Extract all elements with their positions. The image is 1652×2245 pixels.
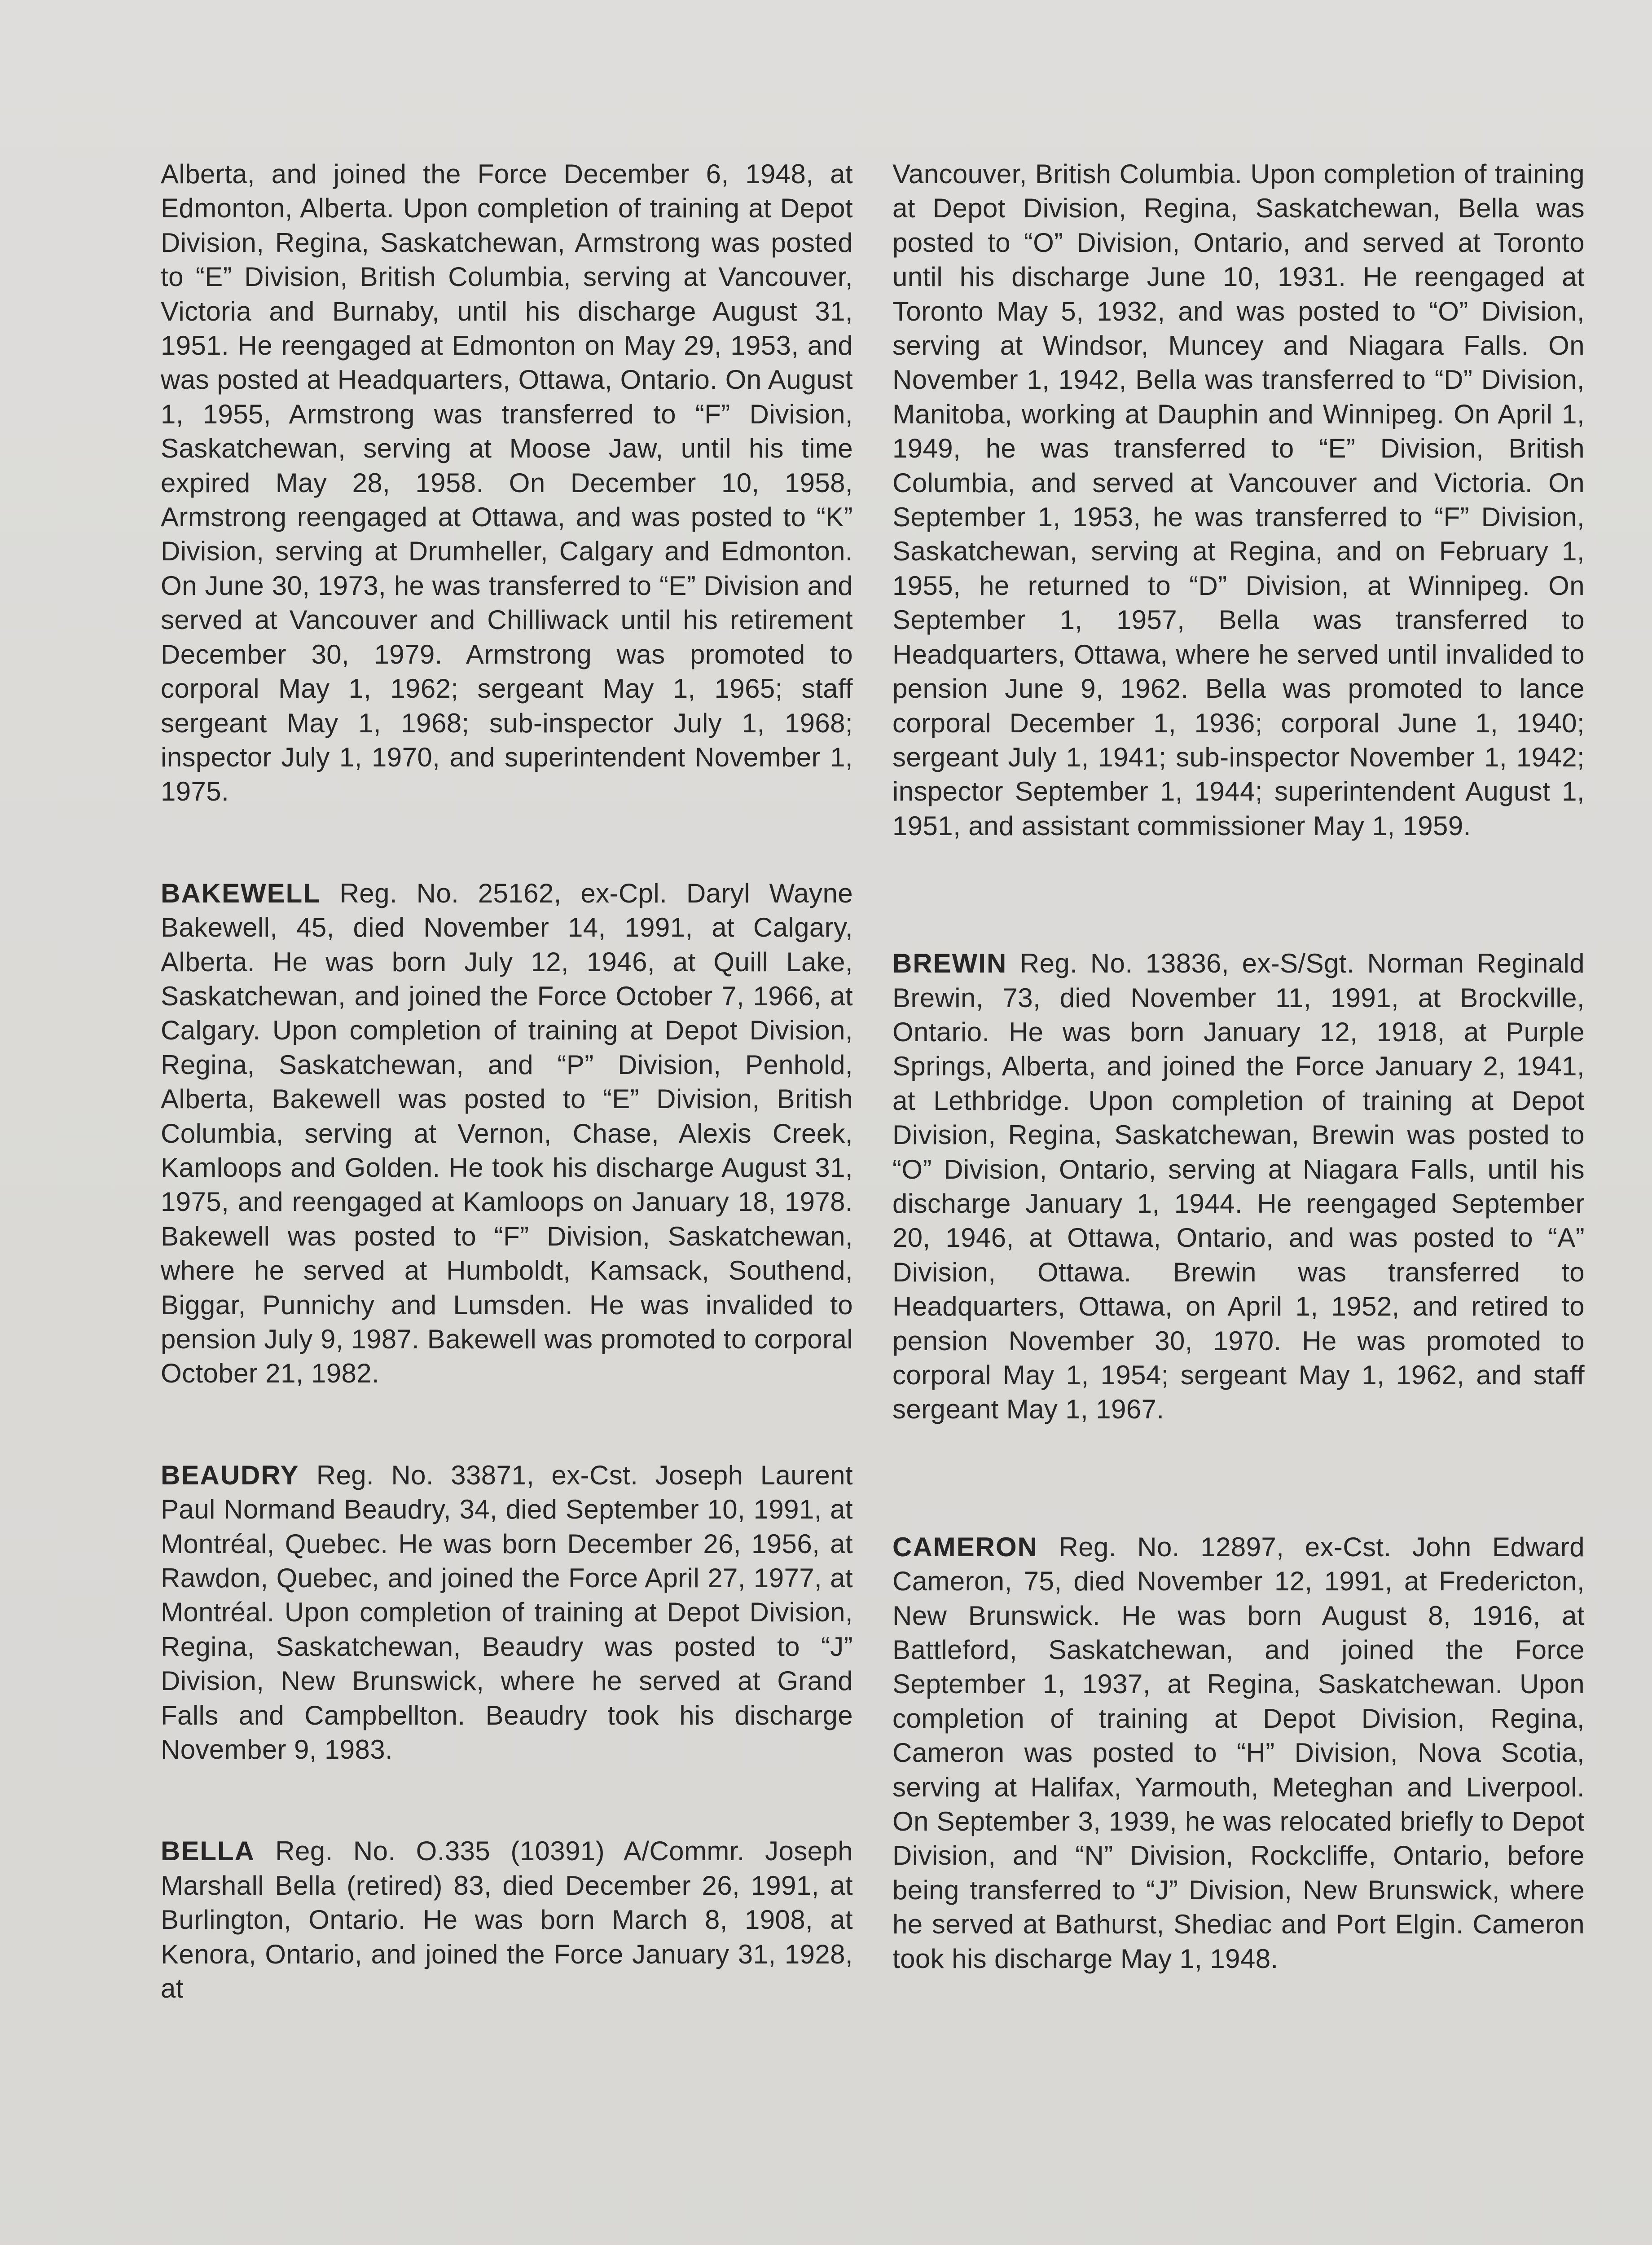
left-column xyxy=(161,157,853,2006)
obituary-text: Reg. No. 33871, ex-Cst. Joseph Laurent Paul Normand Beaudry, 34, died September 10, 1991, at Montréal, Quebec. He was born December 26, 1956, at Rawdon, Quebec, and joined the Force April 27, 1977, at Montréal. Upon completion of training at Depot Division, Regina, Saskatchewan, Beaudry was posted to “J” Division, New Brunswick, where he served at Grand Falls and Campbellton. Beaudry took his discharge November 9, 1983. xyxy=(161,1460,853,1765)
obituary-surname: BELLA xyxy=(161,1836,255,1866)
obituary-surname: BAKEWELL xyxy=(161,878,321,908)
obituary-entry-bakewell xyxy=(161,876,853,1391)
obituary-surname: CAMERON xyxy=(892,1532,1038,1562)
obituary-continuation-armstrong xyxy=(161,157,853,809)
obituary-entry-beaudry xyxy=(161,1458,853,1767)
continuation-text: Alberta, and joined the Force December 6, 1948, at Edmonton, Alberta. Upon completion of training at Depot Division, Regina, Saskatchewan, Armstrong was posted to “E” Division, British Columbia, serving at Vancouver, Victoria and Burnaby, until his discharge August 31, 1951. He reengaged at Edmonton on May 29, 1953, and was posted at Headquarters, Ottawa, Ontario. On August 1, 1955, Armstrong was transferred to “F” Division, Saskatchewan, serving at Moose Jaw, until his time expired May 28, 1958. On December 10, 1958, Armstrong reengaged at Ottawa, and was posted to “K” Division, serving at Drumheller, Calgary and Edmonton. On June 30, 1973, he was transferred to “E” Division and served at Vancouver and Chilliwack until his retirement December 30, 1979. Armstrong was promoted to corporal May 1, 1962; sergeant May 1, 1965; staff sergeant May 1, 1968; sub-inspector July 1, 1968; inspector July 1, 1970, and superintendent November 1, 1975. xyxy=(161,159,853,807)
obituary-text: Reg. No. 12897, ex-Cst. John Edward Cameron, 75, died November 12, 1991, at Fredericton, New Brunswick. He was born August 8, 1916, at Battleford, Saskatchewan, and joined the Force September 1, 1937, at Regina, Saskatchewan. Upon completion of training at Depot Division, Regina, Cameron was posted to “H” Division, Nova Scotia, serving at Halifax, Yarmouth, Meteghan and Liverpool. On September 3, 1939, he was relocated briefly to Depot Division, and “N” Division, Rockcliffe, Ontario, before being transferred to “J” Division, New Brunswick, where he served at Bathurst, Shediac and Port Elgin. Cameron took his discharge May 1, 1948. xyxy=(892,1532,1585,1974)
continuation-text: Vancouver, British Columbia. Upon completion of training at Depot Division, Regina, Saskatchewan, Bella was posted to “O” Division, Ontario, and served at Toronto until his discharge June 10, 1931. He reengaged at Toronto May 5, 1932, and was posted to “O” Division, serving at Windsor, Muncey and Niagara Falls. On November 1, 1942, Bella was transferred to “D” Division, Manitoba, working at Dauphin and Winnipeg. On April 1, 1949, he was transferred to “E” Division, British Columbia, and served at Vancouver and Victoria. On September 1, 1953, he was transferred to “F” Division, Saskatchewan, serving at Regina, and on February 1, 1955, he returned to “D” Division, at Winnipeg. On September 1, 1957, Bella was transferred to Headquarters, Ottawa, where he served until invalided to pension June 9, 1962. Bella was promoted to lance corporal December 1, 1936; corporal June 1, 1940; sergeant July 1, 1941; sub-inspector November 1, 1942; inspector September 1, 1944; superintendent August 1, 1951, and assistant commissioner May 1, 1959. xyxy=(892,159,1585,841)
obituary-entry-brewin xyxy=(892,946,1585,1427)
obituary-surname: BEAUDRY xyxy=(161,1460,299,1490)
obituary-text: Reg. No. O.335 (10391) A/Commr. Joseph Marshall Bella (retired) 83, died December 26, 1991, at Burlington, Ontario. He was born March 8, 1908, at Kenora, Ontario, and joined the Force January 31, 1928, at xyxy=(161,1836,853,2004)
obituary-entry-cameron xyxy=(892,1530,1585,1976)
obituary-surname: BREWIN xyxy=(892,948,1007,979)
obituary-entry-bella xyxy=(161,1834,853,2006)
obituary-text: Reg. No. 25162, ex-Cpl. Daryl Wayne Bakewell, 45, died November 14, 1991, at Calgary, Alberta. He was born July 12, 1946, at Quill Lake, Saskatchewan, and joined the Force October 7, 1966, at Calgary. Upon completion of training at Depot Division, Regina, Saskatchewan, and “P” Division, Penhold, Alberta, Bakewell was posted to “E” Division, British Columbia, serving at Vernon, Chase, Alexis Creek, Kamloops and Golden. He took his discharge August 31, 1975, and reengaged at Kamloops on January 18, 1978. Bakewell was posted to “F” Division, Saskatchewan, where he served at Humboldt, Kamsack, Southend, Biggar, Punnichy and Lumsden. He was invalided to pension July 9, 1987. Bakewell was promoted to corporal October 21, 1982. xyxy=(161,878,853,1389)
obituary-text: Reg. No. 13836, ex-S/Sgt. Norman Reginald Brewin, 73, died November 11, 1991, at Brockville, Ontario. He was born January 12, 1918, at Purple Springs, Alberta, and joined the Force January 2, 1941, at Lethbridge. Upon completion of training at Depot Division, Regina, Saskatchewan, Brewin was posted to “O” Division, Ontario, serving at Niagara Falls, until his discharge January 1, 1944. He reengaged September 20, 1946, at Ottawa, Ontario, and was posted to “A” Division, Ottawa. Brewin was transferred to Headquarters, Ottawa, on April 1, 1952, and retired to pension November 30, 1970. He was promoted to corporal May 1, 1954; sergeant May 1, 1962, and staff sergeant May 1, 1967. xyxy=(892,948,1585,1425)
right-column xyxy=(892,157,1585,1976)
obituary-continuation-bella xyxy=(892,157,1585,843)
